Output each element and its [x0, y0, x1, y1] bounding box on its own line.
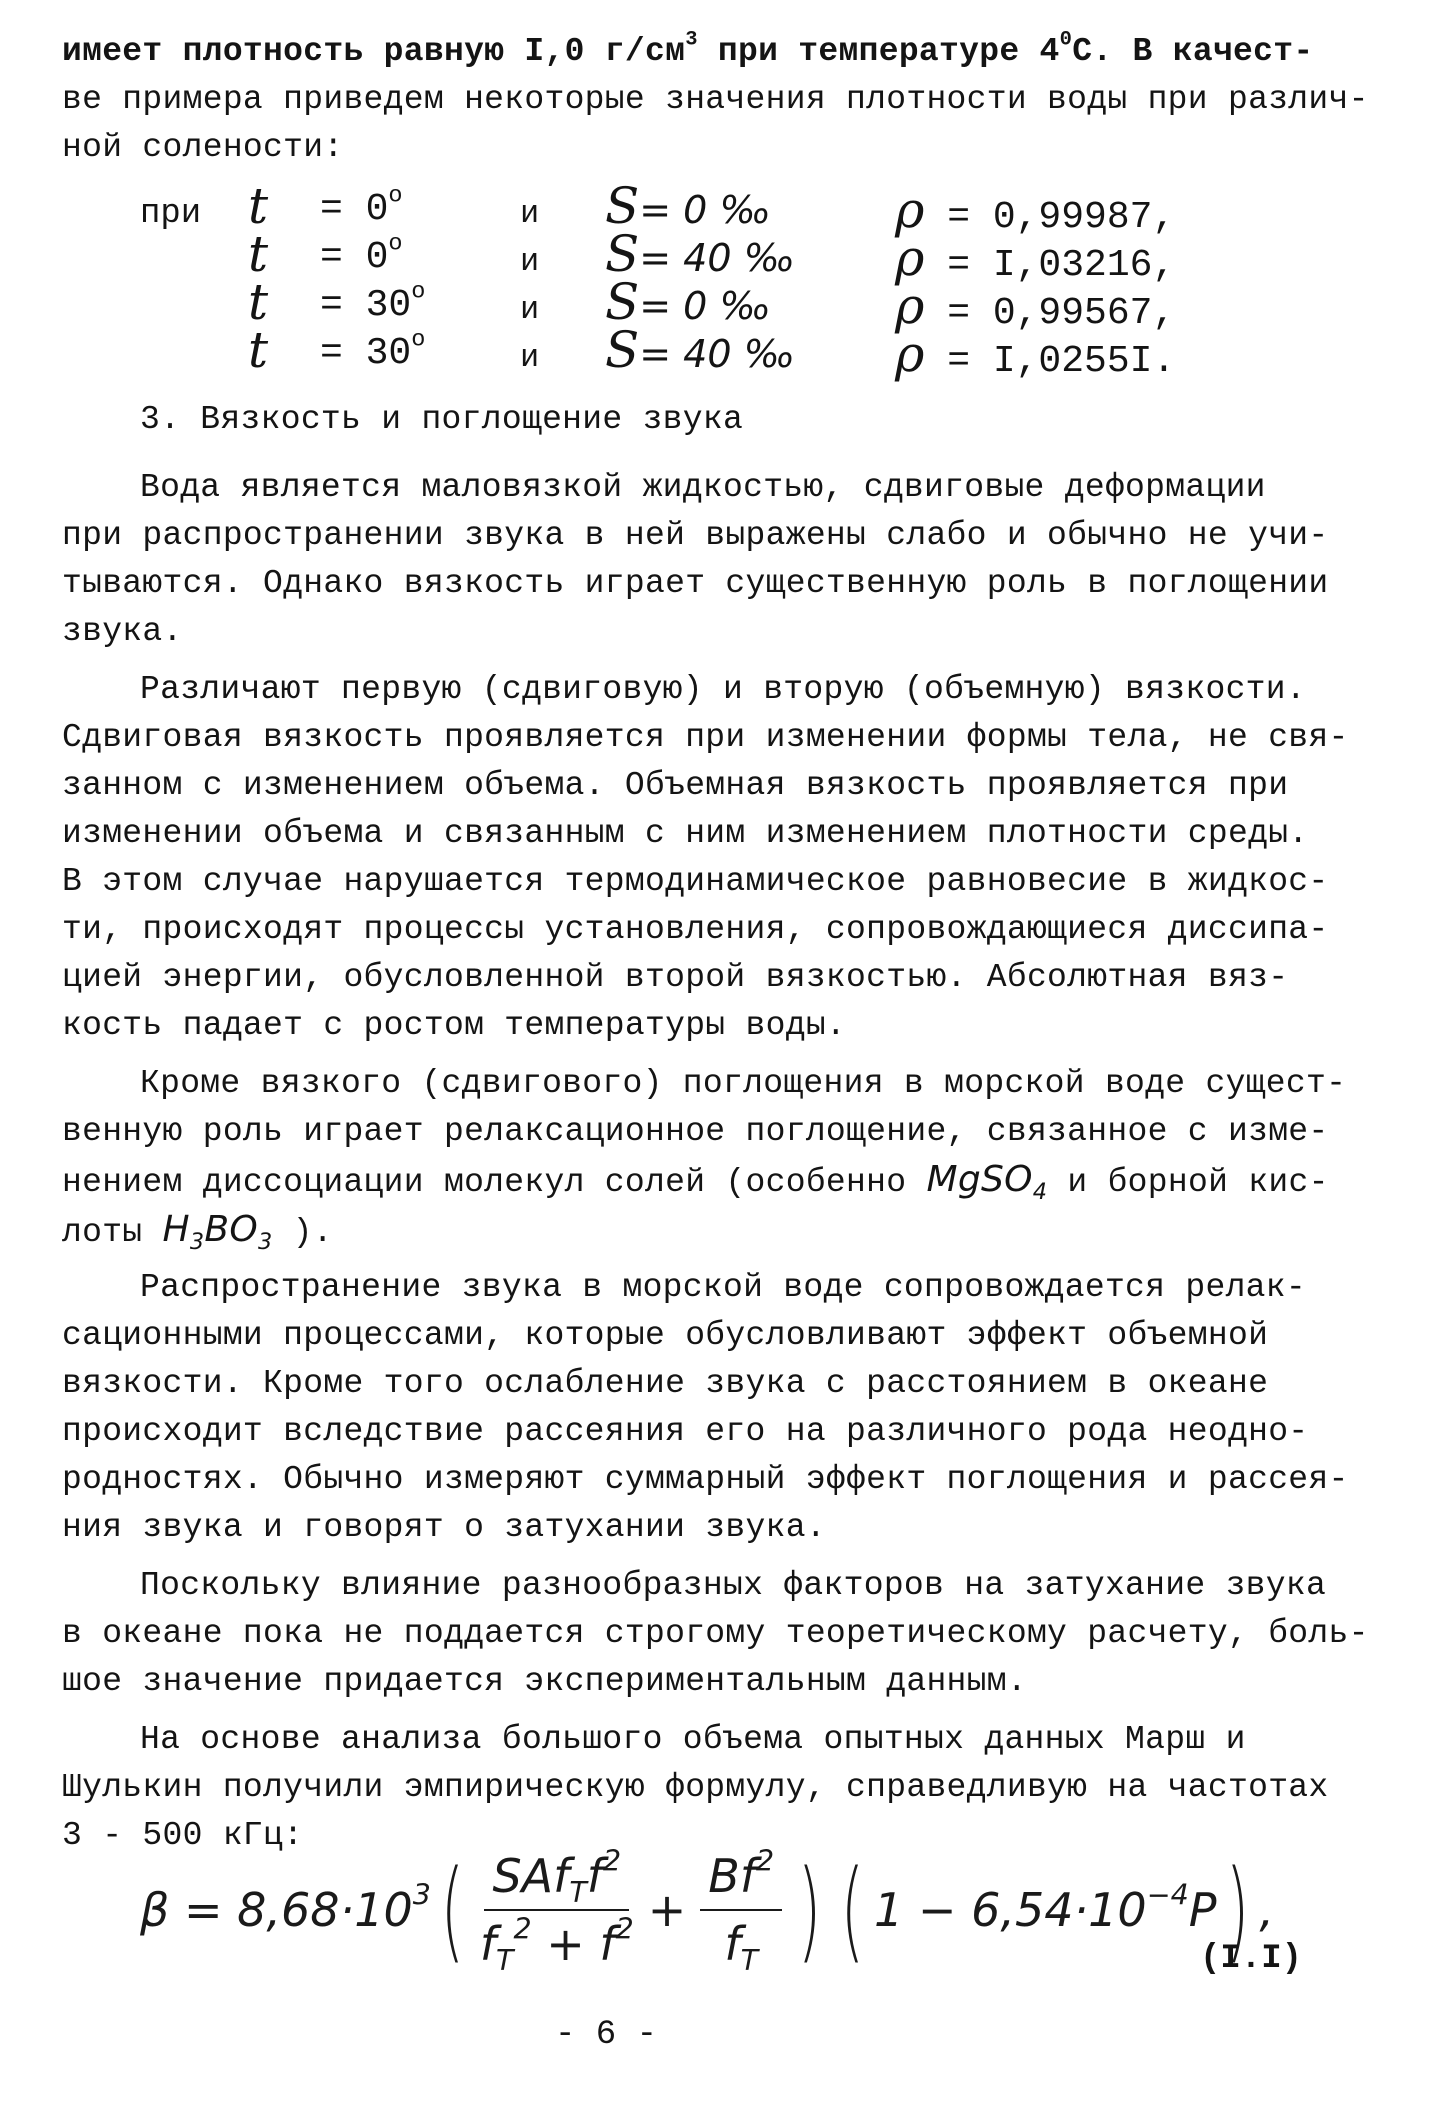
- text-line: происходит вследствие рассеяния его на различного рода неодно-: [62, 1413, 1309, 1450]
- text-line: звука.: [62, 613, 183, 650]
- attenuation-formula: [140, 1835, 1274, 1985]
- rho-value: = I,03216,: [947, 244, 1176, 287]
- text-line: В этом случае нарушается термодинамическое равновесие в жидкос-: [62, 863, 1329, 900]
- degree: o: [411, 278, 426, 306]
- and-word: и: [520, 243, 540, 280]
- s-symbol: S: [605, 273, 640, 331]
- rho-symbol: ρ: [895, 229, 925, 287]
- text-line: ния звука и говорят о затухании звука.: [62, 1509, 826, 1546]
- formula-part: Bf: [708, 1849, 757, 1903]
- close-paren: ): [797, 1846, 822, 1974]
- exponent: 2: [615, 1912, 634, 1946]
- formula-part: SAf: [492, 1849, 570, 1903]
- table-cell: [895, 325, 1176, 383]
- text-line: шое значение придается экспериментальным данным.: [62, 1663, 1027, 1700]
- text-fragment: нением диссоциации молекул солей (особенно: [62, 1164, 927, 1201]
- s-symbol: S: [605, 225, 640, 283]
- text-fragment: лоты: [62, 1214, 163, 1251]
- text-line: в океане пока не поддается строгому теоретическому расчету, боль-: [62, 1615, 1369, 1652]
- rho-symbol: ρ: [895, 325, 925, 383]
- rho-value: = I,0255I.: [947, 340, 1176, 383]
- formula-lhs: [140, 1878, 431, 1937]
- text-line: цией энергии, обусловленной второй вязкостью. Абсолютная вяз-: [62, 959, 1289, 996]
- s-value: = 40 ‰: [639, 332, 795, 376]
- formula-part: f: [479, 1917, 497, 1971]
- text-line: венную роль играет релаксационное поглощение, связанное с изме-: [62, 1113, 1329, 1150]
- text-fragment: С. В качест-: [1072, 33, 1314, 70]
- formula-part: H: [162, 1209, 190, 1250]
- subscript: 3: [189, 1228, 205, 1255]
- table-cell: [895, 181, 1176, 239]
- exponent: −4: [1146, 1878, 1189, 1912]
- text-line: кость падает с ростом температуры воды.: [62, 1007, 847, 1044]
- text-line: занном с изменением объема. Объемная вязкость проявляется при: [62, 767, 1289, 804]
- formula-part: + f: [531, 1917, 616, 1971]
- page-number: - 6 -: [555, 2016, 658, 2054]
- text-line: Вода является маловязкой жидкостью, сдвиговые деформации: [140, 469, 1266, 506]
- table-cell: [895, 229, 1176, 287]
- t-symbol: t: [248, 273, 269, 331]
- text-line: тываются. Однако вязкость играет существенную роль в поглощении: [62, 565, 1329, 602]
- s-symbol: S: [605, 177, 640, 235]
- text-line: при распространении звука в ней выражены слабо и обычно не учи-: [62, 517, 1329, 554]
- table-cell: [320, 280, 425, 332]
- text-line: 3 - 500 кГц:: [62, 1817, 304, 1854]
- degree: o: [388, 230, 403, 258]
- t-value: = 30: [320, 284, 412, 327]
- close-paren: ): [1226, 1846, 1250, 1974]
- t-symbol: t: [248, 321, 269, 379]
- s-value: = 0 ‰: [639, 188, 771, 232]
- text-line: Распространение звука в морской воде сопровождается релак-: [140, 1269, 1306, 1306]
- numerator: [700, 1844, 782, 1911]
- s-value: = 40 ‰: [639, 236, 795, 280]
- table-cell: [320, 232, 403, 284]
- rho-value: = 0,99567,: [947, 292, 1176, 335]
- denominator: [724, 1911, 759, 1977]
- text-line: [62, 1206, 1362, 1254]
- exponent: 3: [412, 1878, 431, 1912]
- plus-sign: +: [647, 1883, 687, 1937]
- formula-part: P: [1188, 1883, 1217, 1937]
- and-word: и: [520, 291, 540, 328]
- formula-part: BO: [204, 1209, 259, 1250]
- s-value: = 0 ‰: [639, 284, 771, 328]
- s-symbol: S: [605, 321, 640, 379]
- chemical-formula: [162, 1209, 273, 1255]
- text-fragment: и борной кис-: [1047, 1164, 1329, 1201]
- subscript: T: [496, 1943, 514, 1977]
- text-line: Сдвиговая вязкость проявляется при изменении формы тела, не свя-: [62, 719, 1349, 756]
- exponent: 2: [756, 1844, 775, 1878]
- subscript: 4: [1032, 1178, 1048, 1205]
- open-paren: (: [440, 1846, 465, 1974]
- and-word: и: [520, 195, 540, 232]
- fraction: [479, 1844, 634, 1977]
- table-lead: при: [140, 195, 202, 233]
- text-line: На основе анализа большого объема опытных данных Марш и: [140, 1721, 1246, 1758]
- table-row: [248, 321, 269, 379]
- subscript: T: [569, 1875, 587, 1909]
- t-value: = 30: [320, 332, 412, 375]
- degree: o: [411, 326, 426, 354]
- and-word: и: [520, 339, 540, 376]
- t-value: = 0: [320, 236, 389, 279]
- subscript: 3: [258, 1228, 273, 1255]
- text-line: родностях. Обычно измеряют суммарный эффект поглощения и рассея-: [62, 1461, 1349, 1498]
- formula-part: f: [724, 1917, 741, 1971]
- rho-value: = 0,99987,: [947, 196, 1176, 239]
- formula-comma: ,: [1259, 1883, 1275, 1937]
- numerator: [484, 1844, 629, 1911]
- text-line: Шулькин получили эмпирическую формулу, справедливую на частотах: [62, 1769, 1329, 1806]
- rho-symbol: ρ: [895, 277, 925, 335]
- fraction: [700, 1844, 782, 1977]
- denominator: [479, 1911, 634, 1977]
- table-cell: [320, 184, 403, 236]
- formula-part: f: [586, 1849, 603, 1903]
- table-cell: [605, 321, 795, 379]
- t-symbol: t: [248, 225, 269, 283]
- text-line: сационными процессами, которые обусловливают эффект объемной: [62, 1317, 1269, 1354]
- text-line: Различают первую (сдвиговую) и вторую (объемную) вязкости.: [140, 671, 1306, 708]
- text-line: изменении объема и связанным с ним изменением плотности среды.: [62, 815, 1309, 852]
- formula-part: 1 − 6,54·10: [874, 1883, 1147, 1937]
- text-line: Поскольку влияние разнообразных факторов на затухание звука: [140, 1567, 1327, 1604]
- formula-part: β = 8,68·10: [140, 1883, 413, 1937]
- superscript: 3: [685, 28, 698, 52]
- text-fragment: имеет плотность равную I,0 г/см: [62, 33, 686, 70]
- exponent: 2: [513, 1912, 532, 1946]
- rho-symbol: ρ: [895, 181, 925, 239]
- t-value: = 0: [320, 188, 389, 231]
- t-symbol: t: [248, 177, 269, 235]
- equation-number: (I.I): [1200, 1940, 1303, 1978]
- text-line: ти, происходят процессы установления, сопровождающиеся диссипа-: [62, 911, 1329, 948]
- formula-part: MgSO: [926, 1159, 1033, 1200]
- formula-factor: [874, 1878, 1217, 1937]
- superscript: 0: [1059, 28, 1073, 52]
- chemical-formula: [926, 1159, 1048, 1205]
- subscript: T: [740, 1943, 759, 1977]
- degree: o: [388, 182, 403, 210]
- text-fragment: при температуре 4: [697, 33, 1060, 70]
- text-line: вязкости. Кроме того ослабление звука с расстоянием в океане: [62, 1365, 1269, 1402]
- text-line: [62, 1156, 1362, 1204]
- section-heading: 3. Вязкость и поглощение звука: [140, 401, 744, 438]
- text-line: ной солености:: [62, 129, 344, 166]
- text-line: ве примера приведем некоторые значения плотности воды при различ-: [62, 81, 1369, 118]
- open-paren: (: [840, 1846, 865, 1974]
- text-fragment: ).: [272, 1214, 333, 1251]
- table-cell: [895, 277, 1176, 335]
- text-line: Кроме вязкого (сдвигового) поглощения в морской воде сущест-: [140, 1065, 1347, 1102]
- exponent: 2: [602, 1844, 622, 1878]
- text-line: [62, 28, 1362, 76]
- table-cell: [320, 328, 425, 380]
